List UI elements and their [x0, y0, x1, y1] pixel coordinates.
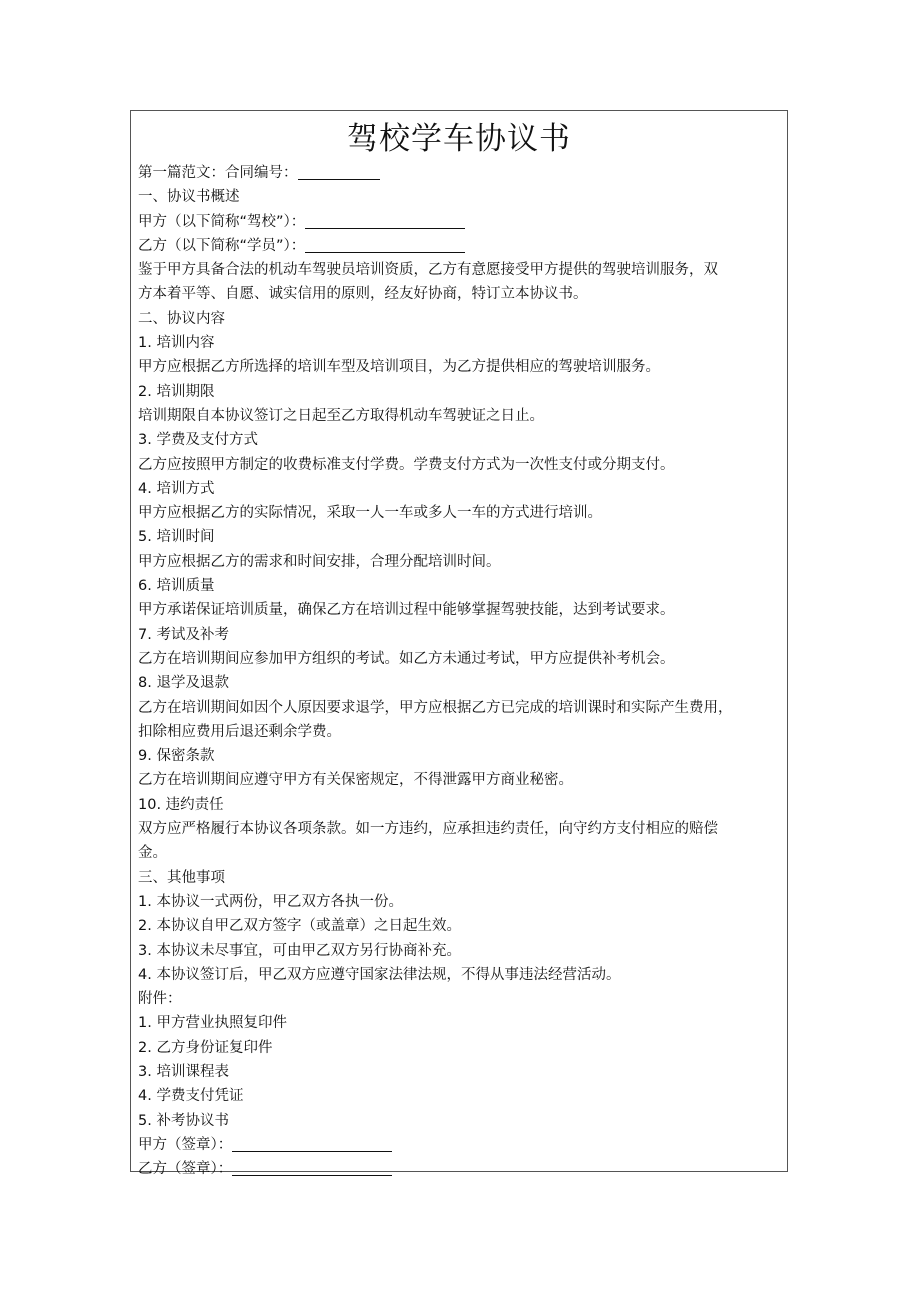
- clause-heading: 5. 培训时间: [138, 529, 215, 546]
- document-frame: [130, 110, 788, 1178]
- list-item: 5. 补考协议书: [138, 1112, 229, 1129]
- clause-heading: 2. 培训期限: [138, 383, 215, 400]
- party-b-line: 乙方（以下简称“学员”）：: [138, 234, 781, 258]
- party-a-signature-line: 甲方（签章）：: [138, 1133, 781, 1157]
- paragraph-line: 扣除相应费用后退还剩余学费。: [138, 723, 341, 740]
- list-item: 2. 本协议自甲乙双方签字（或盖章）之日起生效。: [138, 918, 461, 935]
- list-item: 4. 学费支付凭证: [138, 1088, 244, 1105]
- document-title: 驾校学车协议书: [347, 121, 571, 157]
- list-item: 2. 乙方身份证复印件: [138, 1039, 273, 1056]
- section-heading: 二、协议内容: [138, 310, 225, 327]
- section-heading: 三、其他事项: [138, 869, 225, 886]
- list-item: 1. 本协议一式两份，甲乙双方各执一份。: [138, 893, 403, 910]
- list-item: 3. 本协议未尽事宜，可由甲乙双方另行协商补充。: [138, 942, 461, 959]
- list-item: 4. 本协议签订后，甲乙双方应遵守国家法律法规，不得从事违法经营活动。: [138, 966, 621, 983]
- list-item: 3. 培训课程表: [138, 1063, 229, 1080]
- paragraph-line: 甲方承诺保证培训质量，确保乙方在培训过程中能够掌握驾驶技能，达到考试要求。: [138, 602, 675, 619]
- party-b-blank[interactable]: [305, 237, 465, 253]
- clause-heading: 9. 保密条款: [138, 748, 215, 765]
- party-a-signature-blank[interactable]: [232, 1136, 392, 1152]
- paragraph-line: 甲方应根据乙方所选择的培训车型及培训项目，为乙方提供相应的驾驶培训服务。: [138, 359, 660, 376]
- party-b-signature-line: 乙方（签章）：: [138, 1157, 781, 1181]
- clause-heading: 6. 培训质量: [138, 578, 215, 595]
- paragraph-line: 金。: [138, 845, 167, 862]
- clause-heading: 4. 培训方式: [138, 480, 215, 497]
- attachments-heading: 附件：: [138, 991, 182, 1008]
- paragraph-line: 甲方应根据乙方的需求和时间安排，合理分配培训时间。: [138, 553, 501, 570]
- paragraph-line: 乙方在培训期间应遵守甲方有关保密规定，不得泄露甲方商业秘密。: [138, 772, 573, 789]
- paragraph-line: 双方应严格履行本协议各项条款。如一方违约，应承担违约责任，向守约方支付相应的赔偿: [138, 821, 718, 838]
- contract-number-line: 第一篇范文：合同编号：: [138, 161, 781, 185]
- document-body: [138, 161, 781, 1181]
- contract-number-blank[interactable]: [298, 164, 380, 180]
- clause-heading: 3. 学费及支付方式: [138, 432, 258, 449]
- list-item: 1. 甲方营业执照复印件: [138, 1015, 287, 1032]
- paragraph-line: 乙方应按照甲方制定的收费标准支付学费。学费支付方式为一次性支付或分期支付。: [138, 456, 675, 473]
- paragraph-line: 甲方应根据乙方的实际情况，采取一人一车或多人一车的方式进行培训。: [138, 505, 602, 522]
- clause-heading: 8. 退学及退款: [138, 675, 229, 692]
- paragraph-line: 乙方在培训期间如因个人原因要求退学，甲方应根据乙方已完成的培训课时和实际产生费用，: [138, 699, 733, 716]
- clause-heading: 1. 培训内容: [138, 335, 215, 352]
- section-heading: 一、协议书概述: [138, 189, 240, 206]
- paragraph-line: 鉴于甲方具备合法的机动车驾驶员培训资质，乙方有意愿接受甲方提供的驾驶培训服务，双: [138, 262, 718, 279]
- paragraph-line: 乙方在培训期间应参加甲方组织的考试。如乙方未通过考试，甲方应提供补考机会。: [138, 650, 675, 667]
- paragraph-line: 方本着平等、自愿、诚实信用的原则，经友好协商，特订立本协议书。: [138, 286, 588, 303]
- paragraph-line: 培训期限自本协议签订之日起至乙方取得机动车驾驶证之日止。: [138, 407, 544, 424]
- clause-heading: 7. 考试及补考: [138, 626, 229, 643]
- clause-heading: 10. 违约责任: [138, 796, 224, 813]
- party-b-signature-blank[interactable]: [232, 1160, 392, 1176]
- party-a-line: 甲方（以下简称“驾校”）：: [138, 210, 781, 234]
- party-a-blank[interactable]: [305, 213, 465, 229]
